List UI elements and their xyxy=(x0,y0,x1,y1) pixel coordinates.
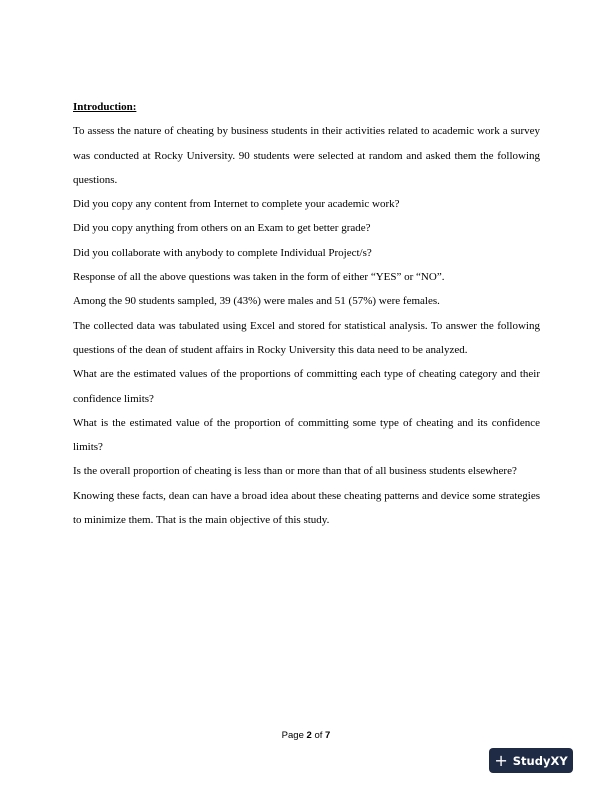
studyxy-logo[interactable] xyxy=(489,748,573,773)
paragraph: Among the 90 students sampled, 39 (43%) were males and 51 (57%) were females. xyxy=(73,295,440,308)
plus-icon: + xyxy=(494,750,508,770)
brand-name-part2: XY xyxy=(550,753,568,768)
paragraph: Did you copy anything from others on an Exam to get better grade? xyxy=(73,222,371,235)
paragraph: The collected data was tabulated using Excel and stored for statistical analysis. To answer the following questions of the dean of student affairs in Rocky University this data need to be analyzed. xyxy=(73,319,540,356)
document-body xyxy=(73,95,540,532)
page-of: of xyxy=(314,730,323,741)
paragraph: To assess the nature of cheating by business students in their activities related to academic work a survey was conducted at Rocky University. 90 students were selected at random and asked them the following questions. xyxy=(73,125,540,186)
paragraph: Did you copy any content from Internet to complete your academic work? xyxy=(73,198,400,211)
paragraph: Knowing these facts, dean can have a broad idea about these cheating patterns and device some strategies to minimize them. That is the main objective of this study. xyxy=(73,489,540,527)
paragraph: What is the estimated value of the proportion of committing some type of cheating and its confidence limits? xyxy=(73,416,540,454)
paragraph: Response of all the above questions was taken in the form of either “YES” or “NO”. xyxy=(73,271,445,284)
paragraph: Is the overall proportion of cheating is less than or more than that of all business students elsewhere? xyxy=(73,465,517,478)
brand-name-part1: Study xyxy=(512,753,551,768)
page-number xyxy=(0,730,612,741)
page-total: 7 xyxy=(325,730,331,741)
paragraph: What are the estimated values of the proportions of committing each type of cheating category and their confidence limits? xyxy=(73,368,540,405)
page-prefix: Page xyxy=(281,730,304,741)
section-heading: Introduction: xyxy=(73,101,137,113)
paragraph: Did you collaborate with anybody to complete Individual Project/s? xyxy=(73,246,372,259)
page-current: 2 xyxy=(306,730,312,741)
